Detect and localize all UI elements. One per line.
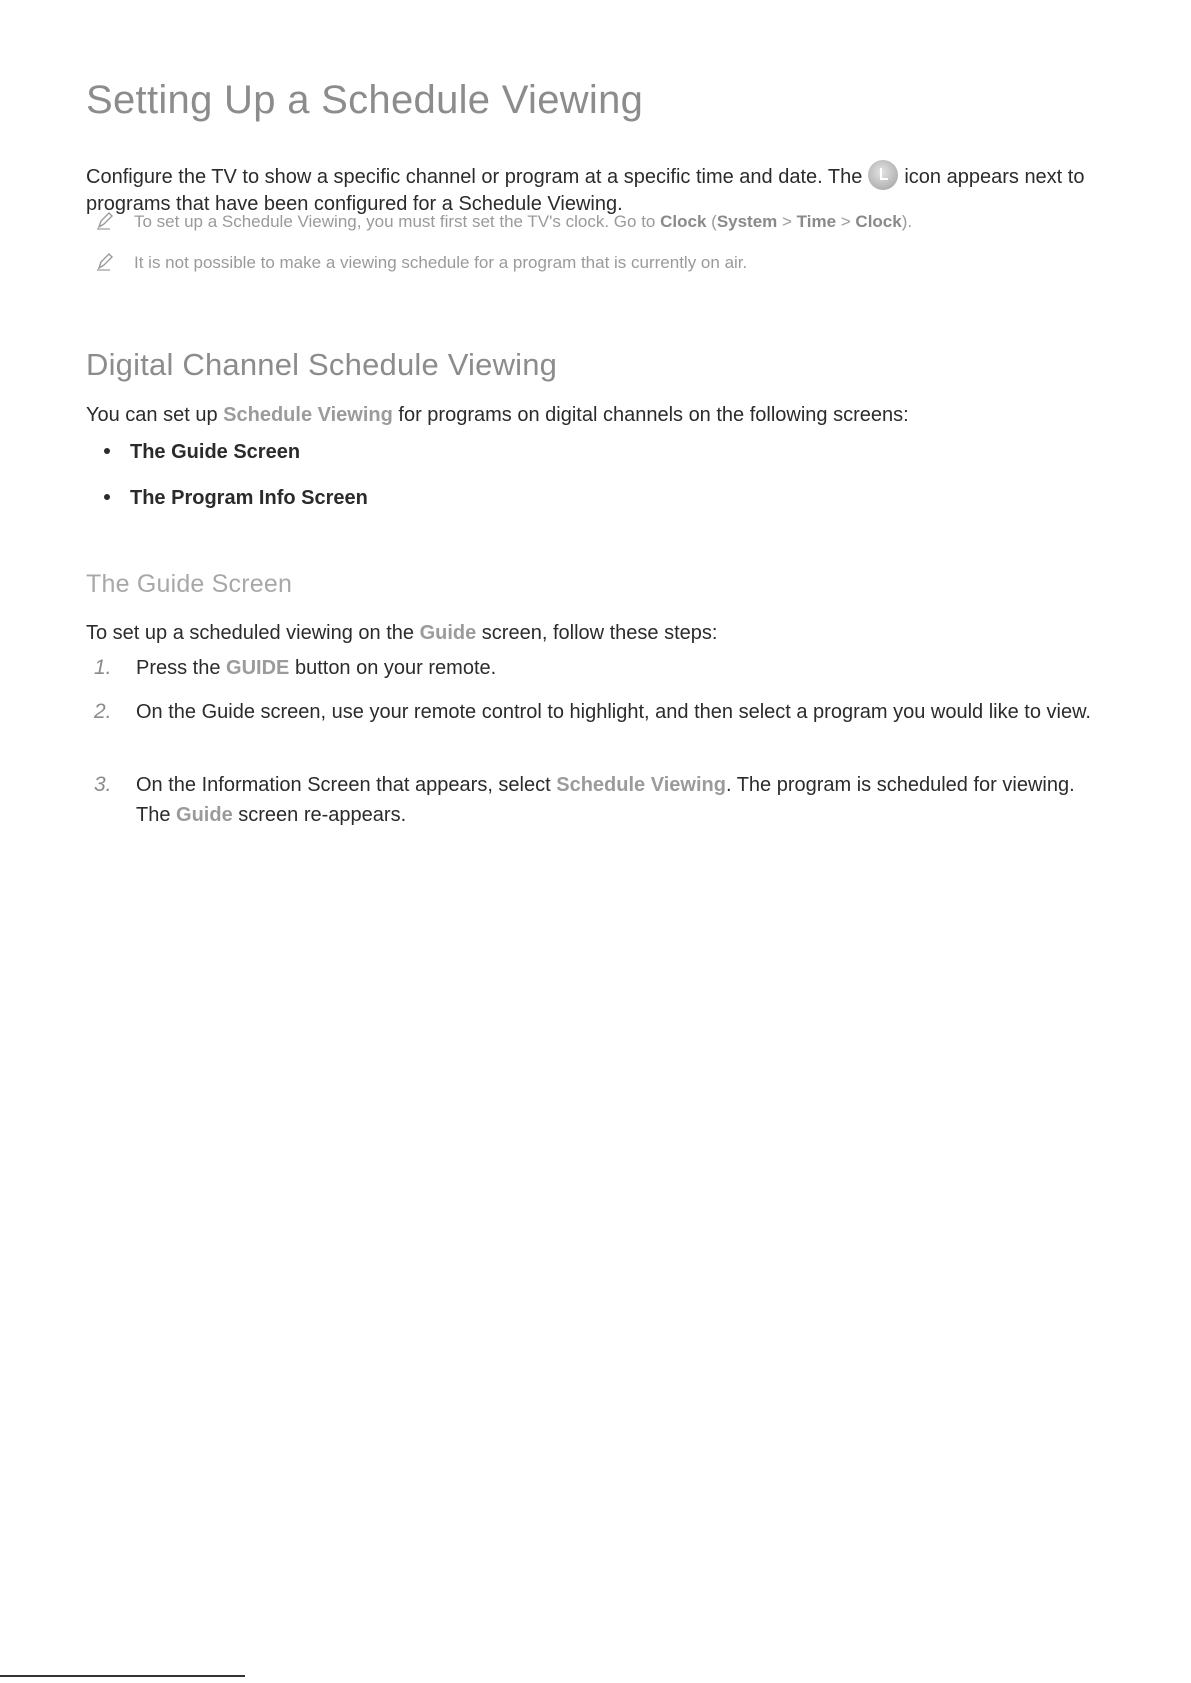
section3-intro-before: To set up a scheduled viewing on the	[86, 622, 414, 644]
page-title: Setting Up a Schedule Viewing	[86, 78, 644, 122]
step-1-highlight: GUIDE	[226, 657, 290, 679]
step-number: 3.	[94, 773, 112, 796]
intro-text-after-icon: icon appears next to programs that have been configured for a Schedule Viewing.	[86, 166, 1085, 215]
intro-text-before-icon: Configure the TV to show a specific channel or program at a specific time and date. The	[86, 166, 863, 188]
bullet-program-info-screen	[104, 487, 368, 510]
step-number: 1.	[94, 656, 112, 679]
section2-intro-before: You can set up	[86, 404, 218, 426]
note-on-air	[96, 251, 747, 273]
bullet-guide-screen	[104, 441, 300, 464]
section-heading-guide: The Guide Screen	[86, 570, 293, 598]
pencil-icon	[96, 210, 114, 230]
step-3-after: . The program is scheduled for viewing. The	[136, 774, 1075, 826]
bullet-guide-screen-label: The Guide Screen	[130, 441, 301, 463]
section-heading-digital: Digital Channel Schedule Viewing	[86, 347, 558, 382]
section3-intro	[86, 622, 717, 645]
bullet-dot	[104, 494, 110, 500]
footer-rule	[0, 1675, 245, 1677]
step-3-highlight-2: Guide	[176, 804, 233, 826]
note-clock-paren: (	[711, 212, 717, 231]
pencil-icon	[96, 251, 114, 271]
note-clock-prefix: To set up a Schedule Viewing, you must first set the TV's clock. Go to	[134, 212, 656, 231]
step-3	[94, 770, 1104, 830]
section3-intro-after: screen, follow these steps:	[481, 622, 718, 644]
section2-intro-after: for programs on digital channels on the following screens:	[398, 404, 909, 426]
step-number: 2.	[94, 700, 112, 723]
step-1-after: button on your remote.	[294, 657, 497, 679]
note-clock-sep-2: >	[836, 212, 856, 231]
clock-icon	[868, 160, 898, 190]
step-3-highlight: Schedule Viewing	[556, 774, 726, 796]
section2-intro-highlight: Schedule Viewing	[223, 404, 393, 426]
note-clock-path-system: System	[716, 212, 778, 231]
step-1-before: Press the	[136, 657, 221, 679]
section3-intro-highlight: Guide	[419, 622, 477, 644]
step-1-text	[136, 653, 1104, 683]
note-on-air-text: It is not possible to make a viewing schedule for a program that is currently on air.	[134, 253, 748, 272]
step-2-text: On the Guide screen, use your remote control to highlight, and then select a program you would like to view.	[136, 701, 1091, 723]
step-3-text	[136, 770, 1104, 830]
note-clock-path-time: Time	[796, 212, 837, 231]
step-1	[94, 653, 1104, 683]
note-clock	[96, 210, 912, 232]
note-clock-path-clock: Clock	[855, 212, 902, 231]
bullet-program-info-label: The Program Info Screen	[130, 487, 368, 509]
note-clock-path-1: Clock	[660, 212, 707, 231]
step-3-before: On the Information Screen that appears, select	[136, 774, 551, 796]
step-3-after-2: screen re-appears.	[238, 804, 407, 826]
note-clock-suffix: ).	[901, 212, 913, 231]
note-clock-sep-1: >	[777, 212, 797, 231]
step-2	[94, 697, 1104, 727]
bullet-dot	[104, 448, 110, 454]
section2-intro	[86, 404, 909, 427]
